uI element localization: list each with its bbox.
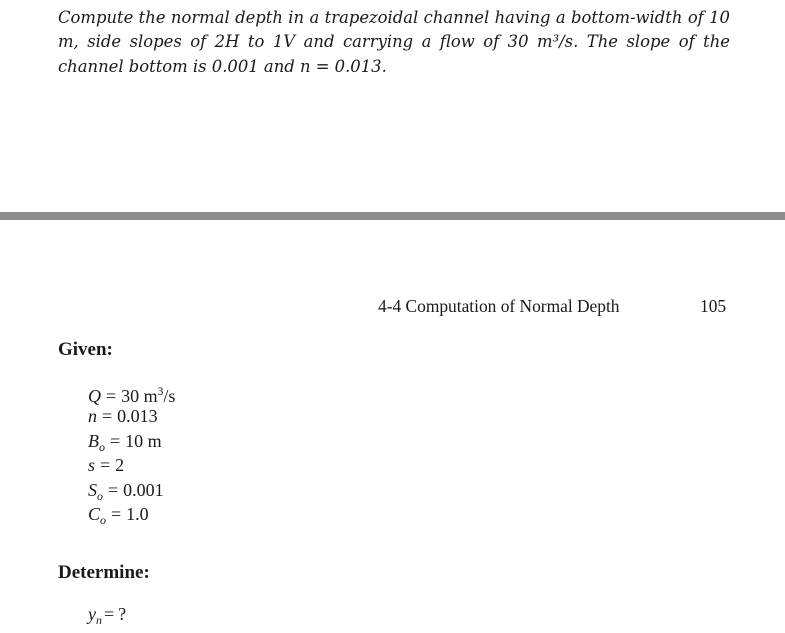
given-value: 0.001 <box>123 479 164 500</box>
given-symbol: s <box>88 455 96 476</box>
given-item: s = 2 <box>88 455 125 476</box>
given-heading: Given: <box>58 339 113 360</box>
given-unit: /s <box>163 386 176 406</box>
given-item: $B_o = 10$ m <box>88 430 162 454</box>
unknown-value: ? <box>118 604 127 624</box>
given-value: 0.013 <box>117 406 158 427</box>
given-subscript: o <box>100 512 107 527</box>
upper-page <box>0 0 785 212</box>
given-superscript: 3 <box>157 386 164 398</box>
given-subscript: o <box>97 488 103 503</box>
given-symbol: C <box>88 503 101 524</box>
given-item: Q = 30 $m^3/s$ <box>88 386 176 406</box>
given-item: $C_o = 1.0$ <box>88 503 149 527</box>
given-item: n = 0.013 <box>88 406 158 427</box>
determine-heading: Determine: <box>58 562 150 583</box>
given-value: 10 m <box>125 430 162 451</box>
problem-statement: Compute the normal depth in a trapezoidal channel having a bottom-width of 10 m, side slopes of 2H to 1V and carrying a flow of 30 m³/s. The slope of the channel bottom is 0.001 and n = 0.013. <box>58 8 730 76</box>
unknown-subscript: n <box>96 613 102 627</box>
unknown-symbol: y <box>88 604 96 624</box>
given-subscript: o <box>99 439 105 454</box>
running-title: 4-4 Computation of Normal Depth <box>378 296 620 316</box>
page-number: 105 <box>700 296 727 316</box>
given-value: 30 m <box>121 386 158 406</box>
given-symbol: Q <box>88 386 101 406</box>
page-divider <box>0 212 785 220</box>
unknown-quantity: $y_n$ = ? <box>88 604 127 627</box>
given-list <box>88 380 175 526</box>
given-value: 2 <box>115 455 125 476</box>
given-value: 1.0 <box>126 503 149 524</box>
given-item: $S_o = 0.001$ <box>88 479 164 503</box>
given-symbol: B <box>88 430 99 451</box>
given-symbol: S <box>88 479 97 500</box>
given-symbol: n <box>88 406 97 427</box>
